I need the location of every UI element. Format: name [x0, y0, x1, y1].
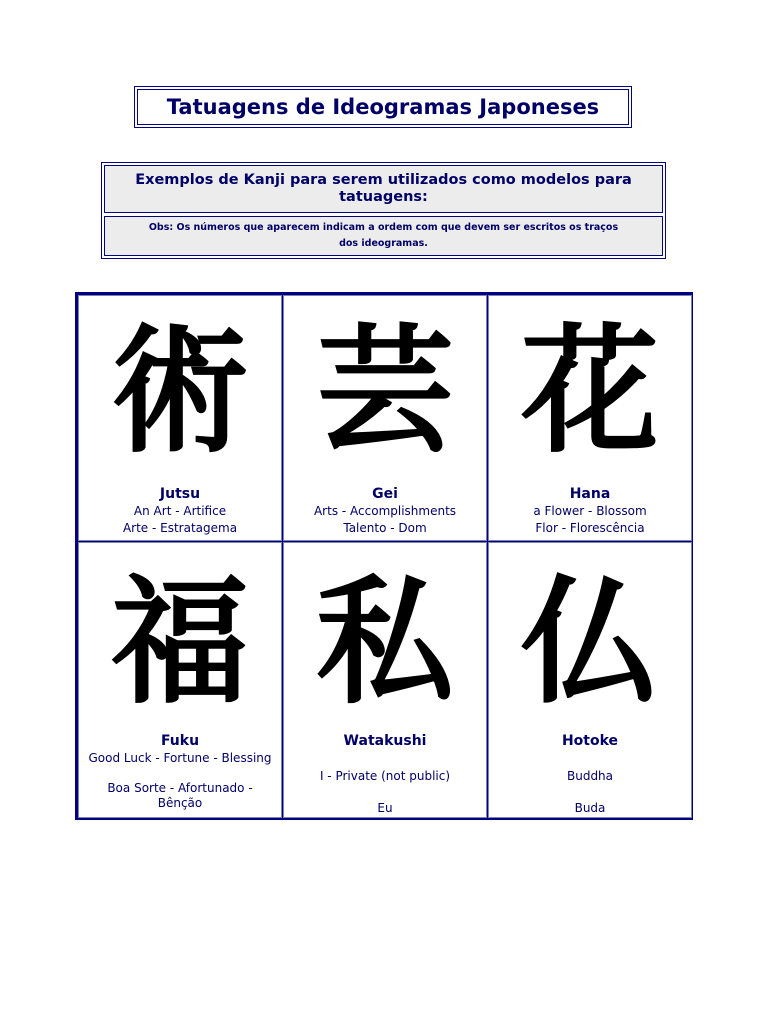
- kanji-name: Hana: [569, 486, 611, 502]
- kanji-cell-jutsu: [78, 295, 282, 541]
- kanji-cell-hana: [488, 295, 692, 541]
- kanji-meaning-en: Buddha: [566, 769, 614, 783]
- page-title: Tatuagens de Ideogramas Japoneses: [137, 89, 629, 125]
- kanji-name: Gei: [372, 486, 398, 502]
- kanji-meaning-pt: Arte - Estratagema: [122, 521, 238, 535]
- kanji-name: Hotoke: [561, 733, 619, 749]
- kanji-meaning-pt: Eu: [377, 801, 393, 815]
- kanji-meaning-en: An Art - Artifice: [133, 504, 227, 518]
- kanji-meaning-pt: Boa Sorte - Afortunado - Bênção: [107, 781, 253, 810]
- kanji-meaning-pt: Talento - Dom: [343, 521, 427, 535]
- kanji-glyph: 花: [520, 309, 659, 472]
- kanji-glyph: 福: [110, 560, 249, 723]
- kanji-table: [75, 292, 693, 820]
- kanji-meaning-pt: Buda: [574, 801, 606, 815]
- kanji-name: Fuku: [160, 733, 200, 749]
- kanji-glyph: 仏: [520, 560, 659, 723]
- kanji-meaning-pt: Flor - Florescência: [535, 521, 645, 535]
- kanji-name: Jutsu: [159, 486, 201, 502]
- kanji-glyph: 芸: [315, 309, 454, 472]
- kanji-glyph: 私: [315, 560, 454, 723]
- kanji-meaning-en: Arts - Accomplishments: [313, 504, 457, 518]
- kanji-cell-watakushi: [283, 542, 487, 818]
- kanji-cell-fuku: [78, 542, 282, 818]
- intro-box: [101, 162, 666, 259]
- kanji-name: Watakushi: [343, 733, 427, 749]
- title-box: [134, 86, 632, 128]
- kanji-cell-gei: [283, 295, 487, 541]
- kanji-cell-hotoke: [488, 542, 692, 818]
- kanji-meaning-en: I - Private (not public): [319, 769, 451, 783]
- intro-heading: Exemplos de Kanji para serem utilizados como modelos para tatuagens:: [104, 165, 663, 213]
- kanji-glyph: 術: [110, 309, 249, 472]
- intro-note: Obs: Os números que aparecem indicam a ordem com que devem ser escritos os traços dos ideogramas.: [104, 216, 663, 256]
- kanji-meaning-en: a Flower - Blossom: [533, 504, 647, 518]
- kanji-meaning-en: Good Luck - Fortune - Blessing: [88, 751, 272, 765]
